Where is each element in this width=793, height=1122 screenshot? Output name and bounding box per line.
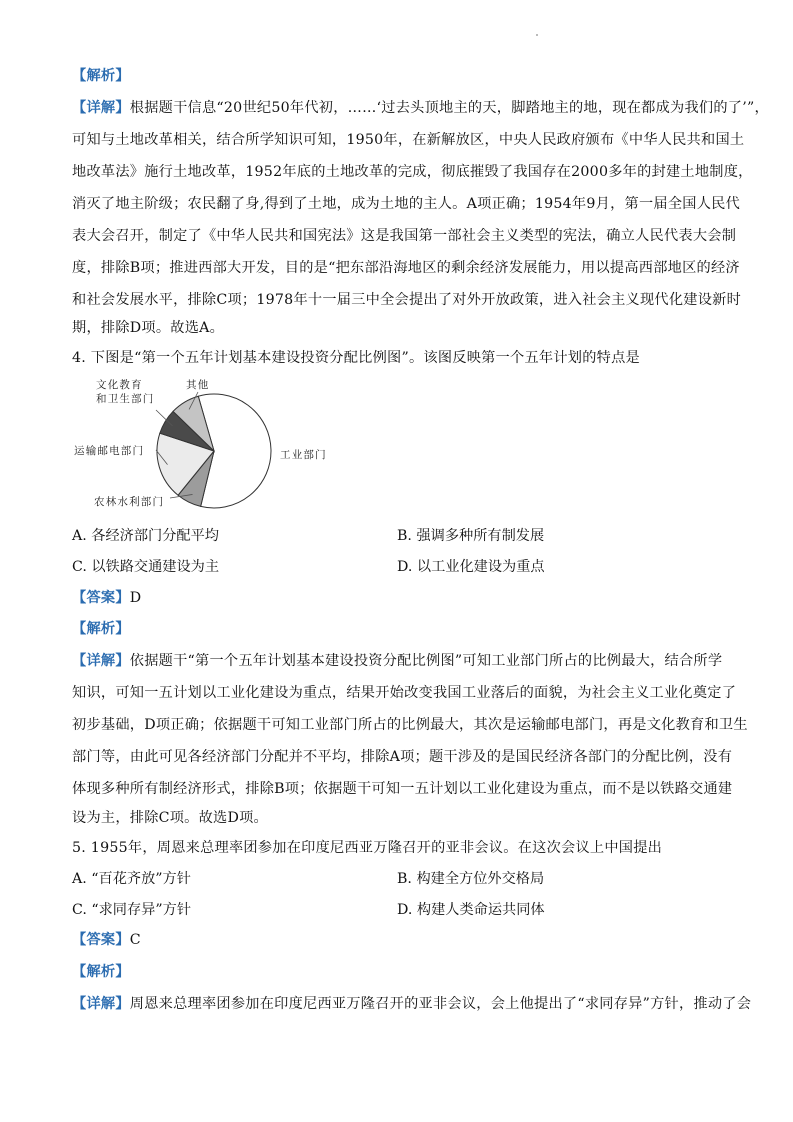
- q4-option-a: A. 各经济部门分配平均: [72, 528, 219, 544]
- q5-detail-line-1: 【详解】周恩来总理率团参加在印度尼西亚万隆召开的亚非会议，会上他提出了“求同存异”方针，推动了会: [72, 996, 752, 1012]
- q4-detail-line-4: 部门等，由此可见各经济部门分配并不平均，排除A项；题干涉及的是国民经济各部门的分配比例，没有: [72, 749, 733, 765]
- q3-detail-line-3: 地改革法》施行土地改革，1952年底的土地改革的完成，彻底摧毁了我国存在2000多年的封建土地制度，: [72, 164, 753, 180]
- q5-option-d: D. 构建人类命运共同体: [397, 902, 545, 918]
- pie-label-transport: 运输邮电部门: [74, 445, 145, 457]
- q4-detail-tag: 【详解】: [72, 653, 130, 669]
- q4-option-c: C. 以铁路交通建设为主: [72, 559, 220, 575]
- q5-option-b: B. 构建全方位外交格局: [397, 871, 545, 887]
- q3-analysis-heading: 【解析】: [72, 68, 130, 84]
- q4-detail-line-1: 【详解】依据题干“第一个五年计划基本建设投资分配比例图”可知工业部门所占的比例最大，结合所学: [72, 653, 723, 669]
- q4-answer-value: D: [129, 590, 142, 606]
- q4-option-b: B. 强调多种所有制发展: [397, 528, 545, 544]
- q3-detail-line-1: 【详解】根据题干信息“20世纪50年代初，……‘过去头顶地主的天，脚踏地主的地，现在都成为我们的了’”，: [72, 100, 769, 116]
- q4-answer-tag: 【答案】: [72, 590, 130, 606]
- q4-pie-chart: [70, 370, 370, 520]
- q5-answer-line: [72, 930, 728, 950]
- q5-detail-tag: 【详解】: [72, 996, 130, 1012]
- q3-detail-line-8: 期，排除D项。故选A。: [72, 320, 225, 336]
- pie-label-culture: 文化教育和卫生部门: [96, 379, 155, 405]
- pie-label-industry: 工业部门: [280, 449, 327, 461]
- q4-detail-line-5: 体现多种所有制经济形式，排除B项；依据题干可知一五计划以工业化建设为重点，而不是以铁路交通建: [72, 781, 733, 797]
- q5-option-a: A. “百花齐放”方针: [72, 871, 191, 887]
- q5-analysis-heading: 【解析】: [72, 964, 130, 980]
- q3-detail-line-6: 度，排除B项；推进西部大开发，目的是“把东部沿海地区的剩余经济发展能力，用以提高西部地区的经济: [72, 260, 740, 276]
- scan-mark: [536, 34, 538, 36]
- pie-slices: [157, 394, 271, 508]
- q4-detail-line-6: 设为主，排除C项。故选D项。: [72, 810, 268, 826]
- pie-label-other: 其他: [186, 379, 210, 391]
- q4-option-d: D. 以工业化建设为重点: [397, 559, 545, 575]
- q4-stem: 4. 下图是“第一个五年计划基本建设投资分配比例图”。该图反映第一个五年计划的特点是: [72, 350, 640, 366]
- q3-detail-line-5: 表大会召开，制定了《中华人民共和国宪法》这是我国第一部社会主义类型的宪法，确立人民代表大会制: [72, 228, 737, 244]
- q3-detail-line-7: 和社会发展水平，排除C项；1978年十一届三中全会提出了对外开放政策，进入社会主义现代化建设新时: [72, 292, 742, 308]
- q5-answer-value: C: [129, 932, 141, 948]
- q4-analysis-heading: 【解析】: [72, 621, 130, 637]
- q3-detail-line-2: 可知与土地改革相关，结合所学知识可知，1950年，在新解放区，中央人民政府颁布《中华人民共和国土: [72, 132, 745, 148]
- q4-detail-line-3: 初步基础，D项正确；依据题干可知工业部门所占的比例最大，其次是运输邮电部门，再是文化教育和卫生: [72, 717, 748, 733]
- q4-answer-line: [72, 588, 728, 608]
- pie-label-agriculture: 农林水利部门: [94, 496, 165, 508]
- q3-detail-line-4: 消灭了地主阶级；农民翻了身,得到了土地，成为土地的主人。A项正确；1954年9月，第一届全国人民代: [72, 196, 741, 212]
- q5-option-c: C. “求同存异”方针: [72, 902, 192, 918]
- q3-detail-tag: 【详解】: [72, 100, 130, 116]
- q4-detail-line-2: 知识，可知一五计划以工业化建设为重点，结果开始改变我国工业落后的面貌，为社会主义工业化奠定了: [72, 685, 737, 701]
- q5-answer-tag: 【答案】: [72, 932, 130, 948]
- q5-stem: 5. 1955年，周恩来总理率团参加在印度尼西亚万隆召开的亚非会议。在这次会议上中国提出: [72, 840, 663, 856]
